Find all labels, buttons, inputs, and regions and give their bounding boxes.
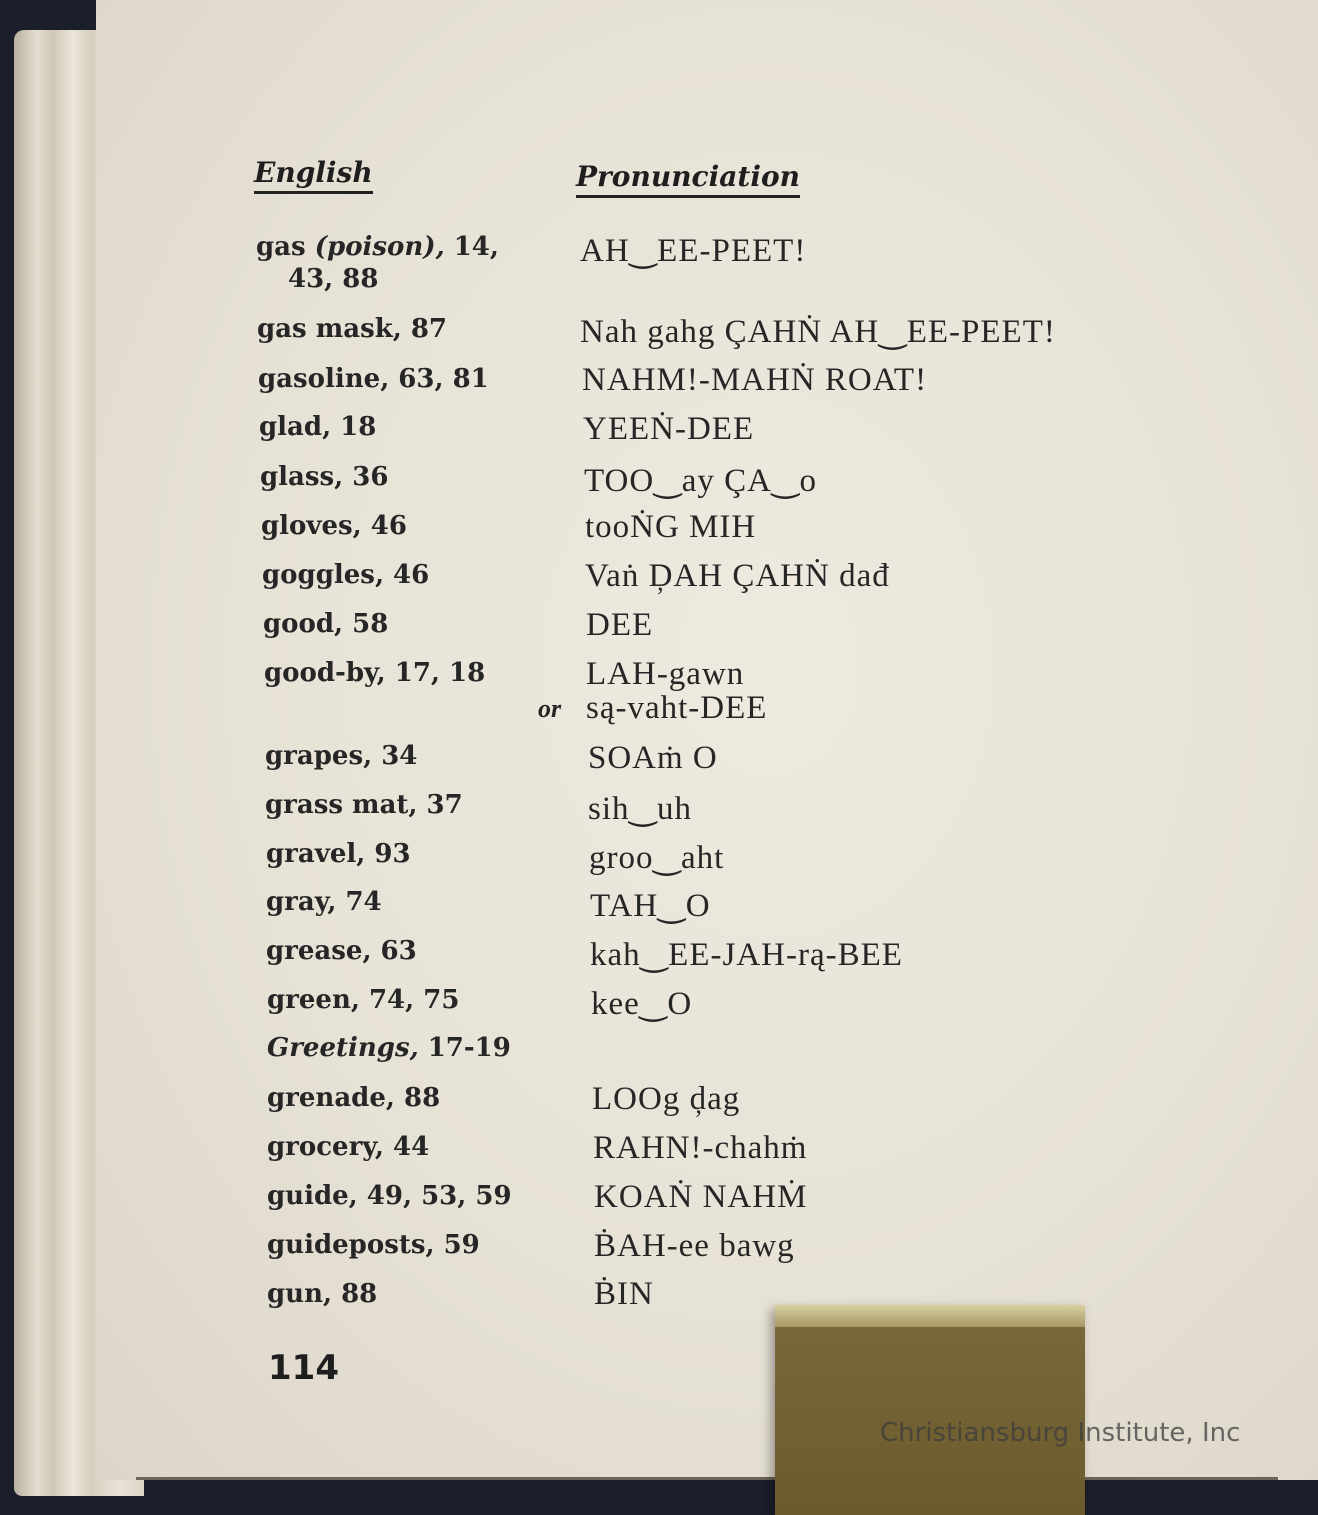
english-entry: glass, 36 [260, 462, 389, 492]
pronunciation-entry: TAH‿O [590, 888, 711, 924]
pronunciation-entry: RAHN!-chahṁ [593, 1130, 808, 1166]
english-entry: gravel, 93 [266, 839, 411, 869]
english-entry: grapes, 34 [265, 741, 418, 771]
english-entry: guideposts, 59 [267, 1230, 480, 1260]
pronunciation-entry: ḂIN [594, 1276, 654, 1312]
english-entry: gun, 88 [267, 1279, 378, 1309]
page-holder-block [775, 1305, 1085, 1515]
pronunciation-entry: NAHM!-MAHṄ ROAT! [582, 362, 928, 398]
english-entry: guide, 49, 53, 59 [267, 1181, 512, 1211]
english-entry: green, 74, 75 [267, 985, 460, 1015]
pronunciation-column-header: Pronunciation [576, 160, 800, 198]
english-entry: gas mask, 87 [257, 314, 448, 344]
pronunciation-entry: KOAṄ NAHṀ [594, 1179, 808, 1215]
pronunciation-entry: YEEṄ-DEE [583, 411, 755, 447]
english-entry: grass mat, 37 [265, 790, 463, 820]
pronunciation-entry: LOOg ḑag [592, 1081, 741, 1117]
page-number: 114 [268, 1348, 339, 1388]
english-entry: good, 58 [263, 609, 389, 639]
pronunciation-entry: Nah gahg ÇAHṄ AH‿EE-PEET! [580, 314, 1056, 350]
pronunciation-entry: tooṄG MIH [585, 509, 757, 545]
english-entry: grocery, 44 [267, 1132, 430, 1162]
pronunciation-alternative: są-vaht-DEE [586, 690, 768, 726]
alternative-label: or [538, 694, 562, 723]
english-entry: grease, 63 [266, 936, 417, 966]
english-entry: gloves, 46 [261, 511, 407, 541]
pronunciation-entry: TOO‿ay ÇA‿o [584, 463, 818, 499]
pronunciation-entry: AH‿EE-PEET! [580, 233, 807, 269]
pronunciation-entry: kee‿O [591, 986, 693, 1022]
english-entry: goggles, 46 [262, 560, 430, 590]
watermark: Christiansburg Institute, Inc [880, 1418, 1241, 1448]
pronunciation-entry: Vaṅ ḐAH ÇAHṄ dađ [585, 558, 890, 594]
pronunciation-entry: DEE [586, 607, 654, 643]
english-column-header: English [254, 156, 373, 194]
english-entry: gray, 74 [266, 887, 382, 917]
pronunciation-entry: sih‿uh [588, 791, 693, 827]
english-entry: grenade, 88 [267, 1083, 441, 1113]
pronunciation-entry: ḂAH-ee bawg [594, 1228, 795, 1264]
pronunciation-entry: SOAṁ O [588, 740, 718, 776]
pronunciation-entry: LAH-gawn [586, 656, 745, 692]
english-entry: gas (poison), 14, [256, 232, 499, 262]
english-entry: glad, 18 [259, 412, 377, 442]
english-entry: good-by, 17, 18 [264, 658, 486, 688]
pronunciation-entry: kah‿EE-JAH-rą-BEE [590, 937, 903, 973]
pronunciation-entry: groo‿aht [589, 840, 725, 876]
english-entry: gasoline, 63, 81 [258, 364, 489, 394]
english-entry-continuation: 43, 88 [288, 264, 379, 294]
english-entry-section: Greetings, 17-19 [267, 1033, 511, 1063]
